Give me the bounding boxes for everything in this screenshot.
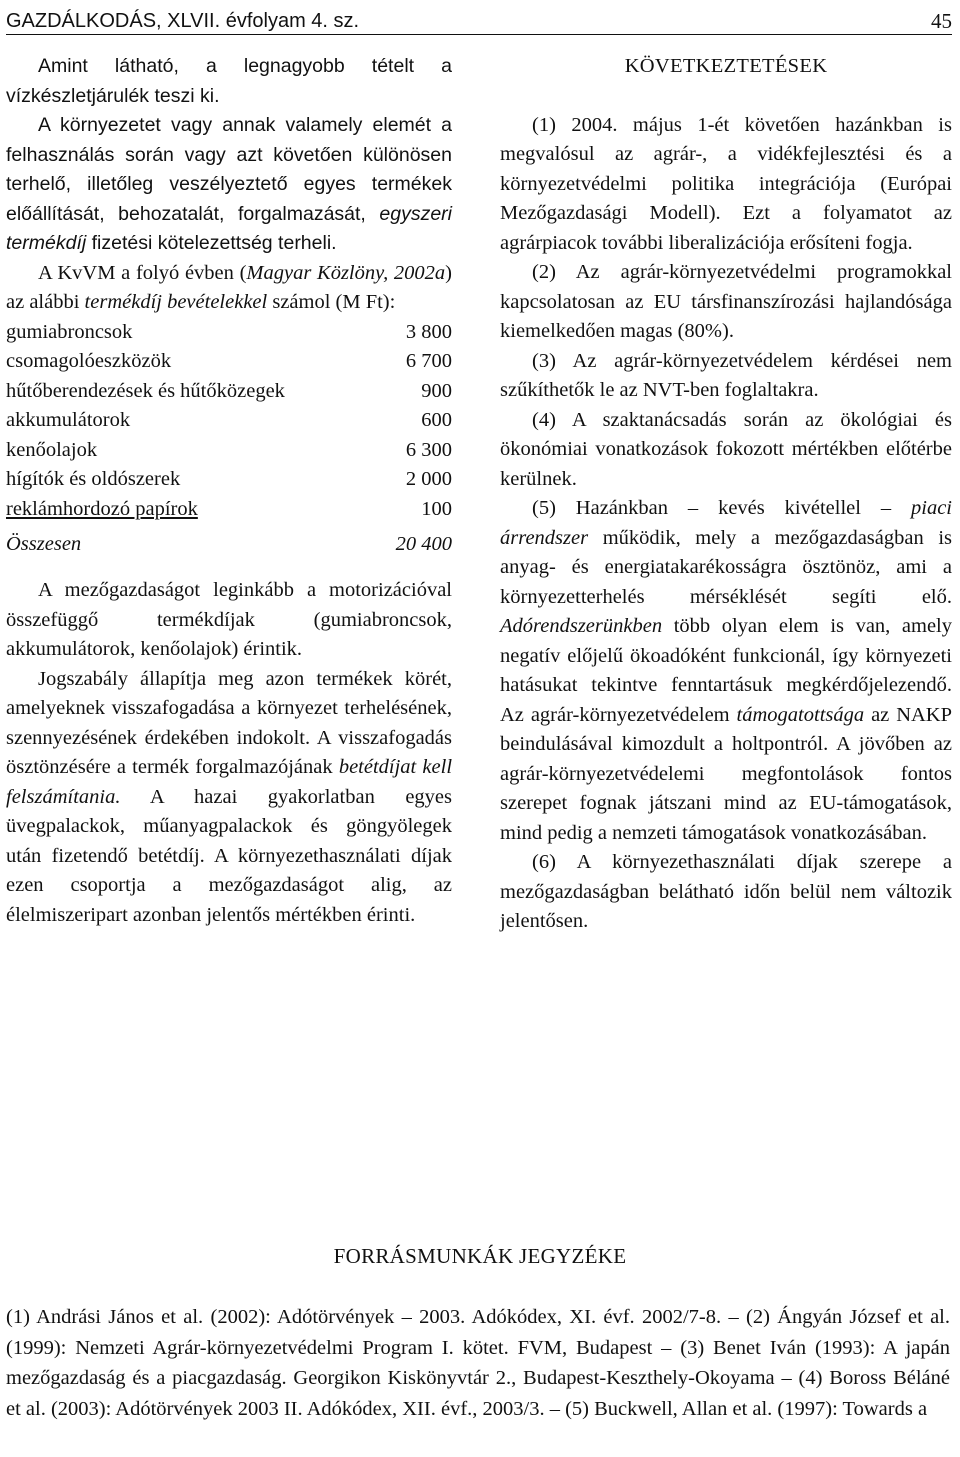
- product-fee-name: reklámhordozó papírok: [6, 497, 198, 520]
- product-fee-list: [6, 318, 452, 525]
- page-number: 45: [931, 9, 952, 33]
- conclusion-4: (4) A szaktanácsadás során az ökológiai és ökonómiai vonatkozások fokozott mértékben előtérbe kerülnek.: [500, 408, 952, 490]
- paragraph-motorization: A mezőgazdaságot leginkább a motorizációval összefüggő termékdíjak (gumiabroncsok, akkumulátorok, kenőolajok) érintik.: [6, 579, 452, 660]
- conclusion-1: (1) 2004. május 1-ét követően hazánkban is megvalósul az agrár-, a vidékfejlesztési és a környezetvédelmi politika integrációja (Európai Mezőgazdasági Modell). Ezt a folyamatot az agrárpiacok további liberalizációja erősíteni fogja.: [500, 113, 952, 254]
- emphasis-product-fee: egyszeri termékdíj: [6, 202, 452, 254]
- product-fee-value: 3 800: [405, 320, 452, 343]
- product-fee-row: [6, 406, 452, 436]
- product-fee-name: gumiabroncsok: [6, 320, 133, 343]
- references-text: (1) Andrási János et al. (2002): Adótörvények – 2003. Adókódex, XI. évf. 2002/7-8. – (2) Ángyán József et al. (1999): Nemzeti Agrár-környezetvédelmi Program I. kötet. FVM, Budapest – (3) Benet Iván (1993): A japán mezőgazdaság és a piacgazdaság. Georgikon Kiskönyvtár 2., Budapest-Keszthely-Okoyama – (4) Boross Béláné et al. (2003): Adótörvények 2003 II. Adókódex, XII. évf., 2003/3. – (5) Buckwell, Allan et al. (1997): Towards a: [6, 1306, 950, 1420]
- product-fee-value: 600: [421, 409, 452, 431]
- emphasis-deposit: betétdíjat kell felszámítania.: [6, 756, 453, 808]
- product-fee-value: 100: [421, 497, 452, 520]
- conclusion-5: (5) Hazánkban – kevés kivétellel – piaci árrendszer működik, mely a mezőgazdaságban is anyag- és energiatakarékosságra ösztönöz, ami a környezetterhelés mérséklését segíti elő. Adórendszerünkben több olyan elem is van, amely negatív előjelű ökoadóként funkcionál, így környezeti hatásukat tekintve fenntartásuk megkérdőjelezendő. Az agrár-környezetvédelem támogatottsága az NAKP beindulásával kimozdult a holtpontról. A jövőben az agrár-környezetvédelemi megfontolások fontos szerepet fognak játszani mind az EU-támogatások, mind pedig a nemzeti támogatások vonatkozásában.: [500, 497, 953, 844]
- references-heading: FORRÁSMUNKÁK JEGYZÉKE: [333, 1244, 627, 1268]
- conclusions-heading: KÖVETKEZTETÉSEK: [624, 55, 828, 77]
- product-fee-value: 900: [421, 379, 452, 402]
- conclusion-3: (3) Az agrár-környezetvédelem kérdései nem szűkíthetők le az NVT-ben foglaltakra.: [500, 349, 952, 401]
- product-fee-name: hígítók és oldószerek: [6, 468, 181, 490]
- conclusion-2: (2) Az agrár-környezetvédelmi programokkal kapcsolatosan az EU társfinanszírozási hajlandósága kiemelkedően magas (80%).: [500, 261, 952, 342]
- left-column: [6, 52, 452, 930]
- paragraph-deposit: Jogszabály állapítja meg azon termékek körét, amelyeknek visszafogadása a környezet terhelésének, szennyezésének érdekében indokolt. A visszafogadás ösztönzésére a termék forgalmazójának betétdíjat kell felszámítania. A hazai gyakorlatban egyes üvegpalackok, műanyagpalackok és göngyölegek után fizetendő betétdíj. A környezethasználati díjak ezen csoportja a mezőgazdaságot alig, az élelmiszeripart azonban jelentős mértékben érinti.: [6, 667, 453, 926]
- product-fee-name: csomagolóeszközök: [6, 350, 172, 372]
- product-fee-name: kenőolajok: [6, 438, 98, 461]
- paragraph-kvvm: A KvVM a folyó évben (Magyar Közlöny, 2002a) az alábbi termékdíj bevételekkel számol (M Ft):: [6, 261, 452, 313]
- journal-title: GAZDÁLKODÁS, XLVII. évfolyam 4. sz.: [6, 10, 360, 32]
- product-fee-row: [6, 377, 452, 407]
- paragraph-water-levy: Amint látható, a legnagyobb tételt a vízkészletjárulék teszi ki.: [6, 55, 452, 107]
- product-fee-row: [6, 347, 452, 377]
- product-fee-total: [6, 524, 452, 560]
- product-fee-name: akkumulátorok: [6, 409, 131, 431]
- product-fee-value: 6 300: [405, 438, 452, 461]
- total-label: Összesen: [6, 533, 82, 555]
- right-column: [500, 52, 952, 937]
- conclusion-6: (6) A környezethasználati díjak szerepe a mezőgazdaságban belátható időn belül nem változik jelentősen.: [500, 851, 952, 932]
- product-fee-value: 6 700: [405, 350, 452, 372]
- product-fee-value: 2 000: [405, 468, 452, 490]
- paragraph-product-fee: A környezetet vagy annak valamely elemét a felhasználás során vagy azt követően különösen terhelő, illetőleg veszélyeztető egyes termékek előállítását, behozatalát, forgalmazását, egyszeri termékdíj fizetési kötelezettség terheli.: [6, 114, 452, 254]
- product-fee-row: [6, 495, 452, 525]
- product-fee-row: [6, 436, 452, 466]
- total-value: 20 400: [395, 533, 452, 555]
- product-fee-row: [6, 318, 452, 348]
- product-fee-row: [6, 465, 452, 495]
- running-header: [6, 4, 952, 35]
- product-fee-name: hűtőberendezések és hűtőközegek: [6, 379, 285, 402]
